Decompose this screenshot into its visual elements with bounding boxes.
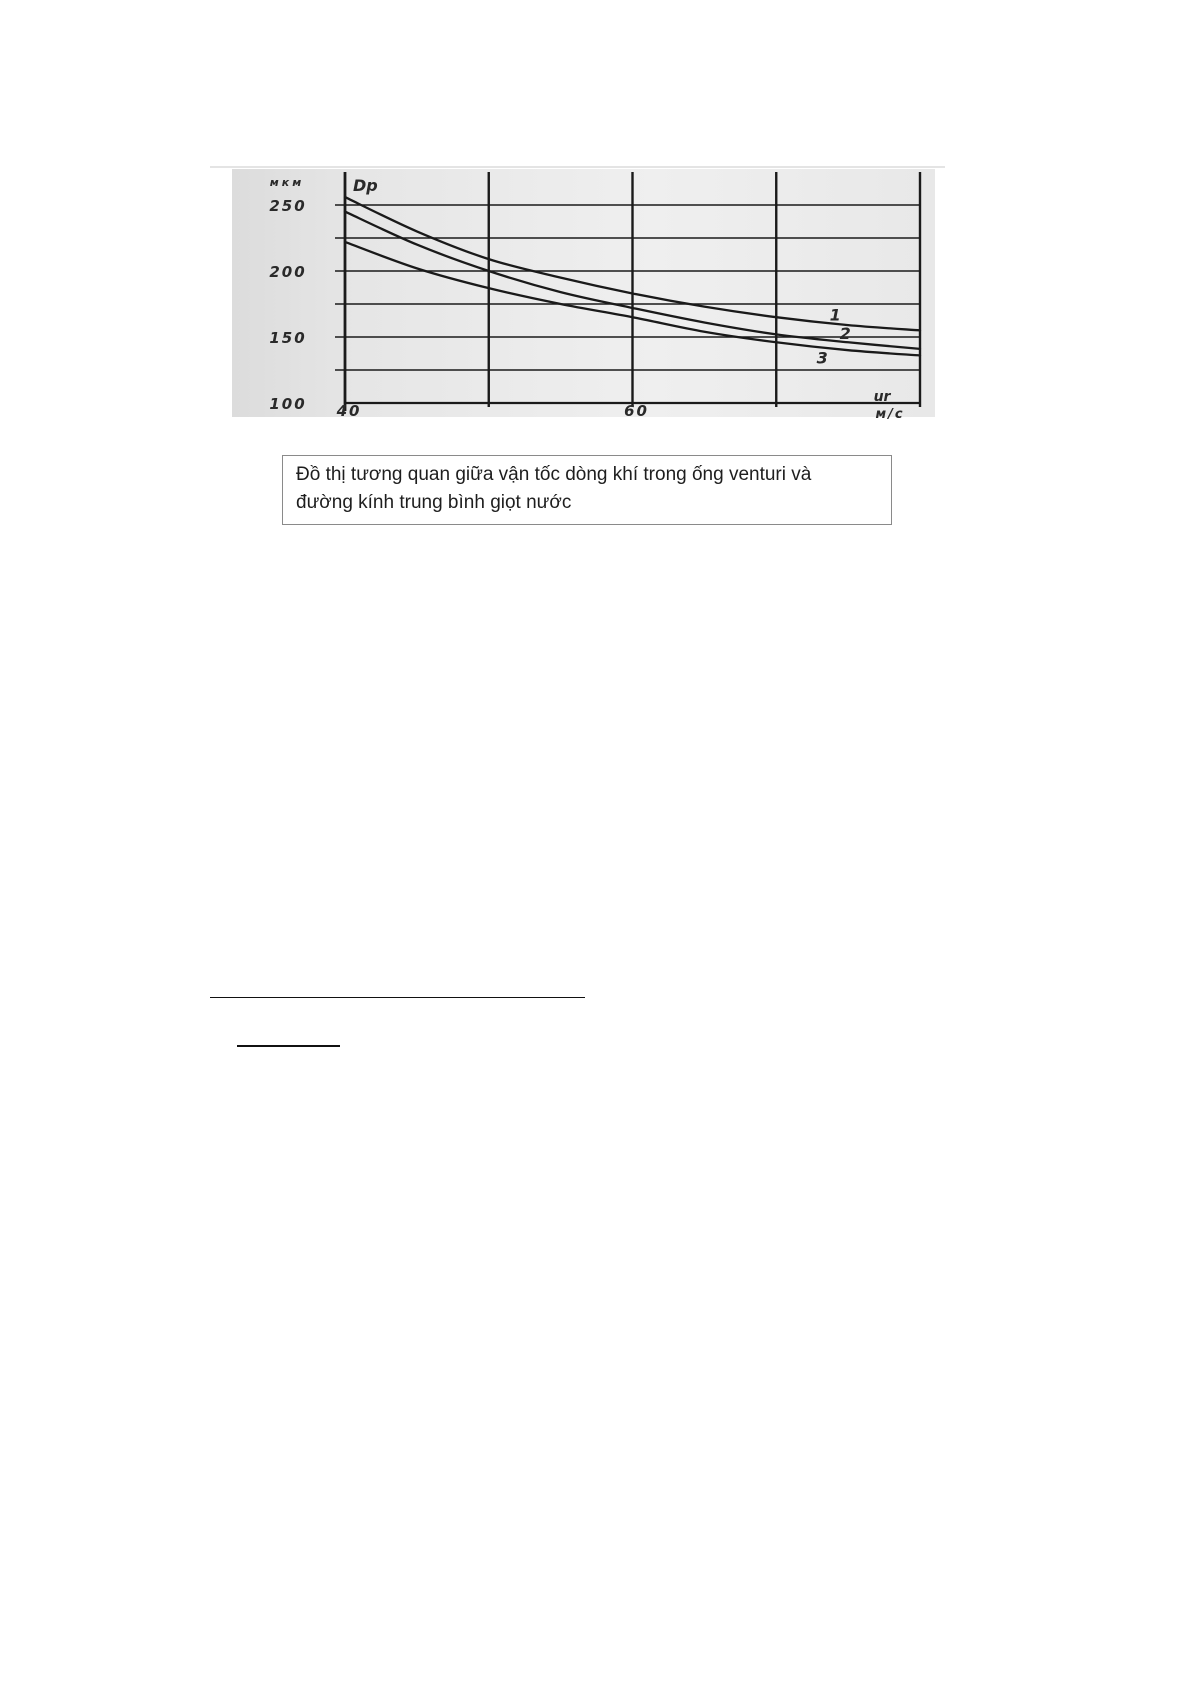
y-tick-label: 150 xyxy=(269,329,307,347)
x-axis-unit: м/с xyxy=(875,407,905,422)
series-label-2: 2 xyxy=(839,323,851,343)
x-tick-label: 60 xyxy=(624,402,649,420)
y-axis-label: Dp xyxy=(353,176,378,195)
caption-line-2: đường kính trung bình giọt nước xyxy=(296,492,572,513)
scan-background xyxy=(232,169,935,417)
y-tick-label: 250 xyxy=(269,197,307,215)
y-axis-unit: мкм xyxy=(269,176,305,189)
x-axis-label: ur xyxy=(873,389,891,405)
heading-underline-rule xyxy=(237,1045,340,1047)
x-tick-label: 40 xyxy=(336,402,362,420)
y-tick-label: 100 xyxy=(269,395,307,413)
venturi-droplet-chart xyxy=(210,160,950,430)
y-tick-label: 200 xyxy=(269,263,307,281)
series-label-3: 3 xyxy=(816,348,828,368)
figure-caption xyxy=(282,455,892,525)
series-label-1: 1 xyxy=(829,305,841,325)
caption-line-1: Đồ thị tương quan giữa vận tốc dòng khí trong ống venturi và xyxy=(296,464,812,485)
footnote-separator xyxy=(210,997,585,998)
